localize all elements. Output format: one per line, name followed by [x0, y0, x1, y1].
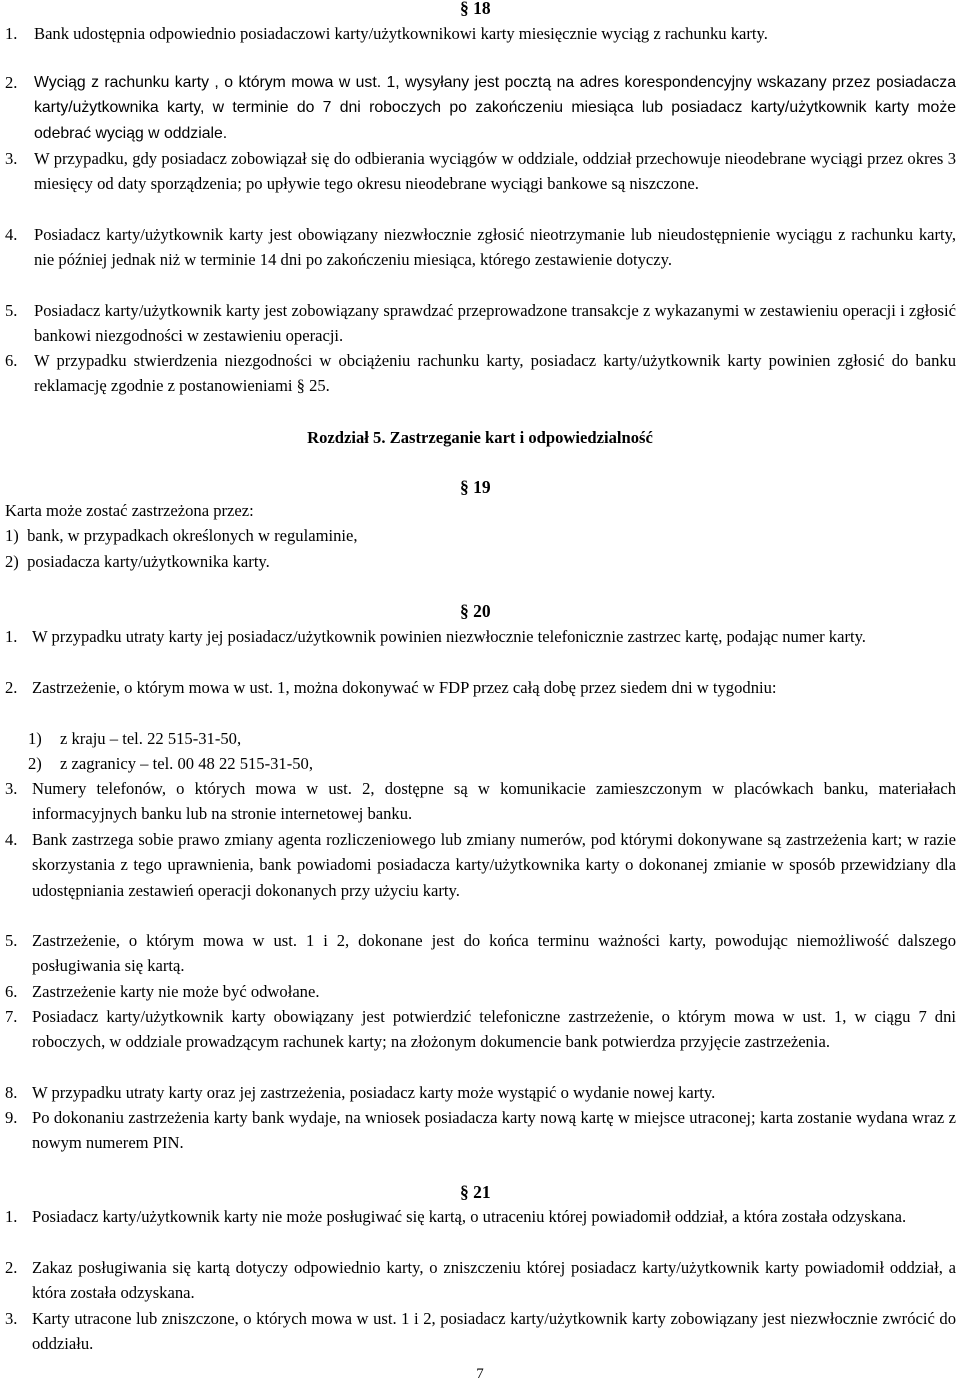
item-text: z kraju – tel. 22 515-31-50,	[60, 729, 242, 748]
sec18-item-5	[5, 298, 956, 349]
item-text: posiadacza karty/użytkownika karty.	[27, 552, 270, 571]
sec18-item-2	[5, 70, 956, 146]
item-number: 1)	[5, 526, 19, 545]
item-text: Zastrzeżenie, o którym mowa w ust. 1 i 2, dokonane jest do końca terminu ważności karty, powodując niemożliwość dalszego posługiwania się kartą.	[32, 931, 956, 976]
page-number: 7	[476, 1366, 484, 1382]
item-number: 5.	[5, 931, 18, 950]
sec19-intro: Karta może zostać zastrzeżona przez:	[5, 501, 254, 520]
sec21-item-2	[5, 1255, 956, 1306]
section-20-heading: § 20	[460, 601, 491, 621]
sec20-item-3	[5, 776, 956, 827]
sec18-item-1	[5, 21, 956, 46]
sec20-item-4	[5, 827, 956, 903]
sec18-item-3	[5, 146, 956, 197]
sec19-item-1	[5, 523, 358, 548]
item-text: W przypadku utraty karty oraz jej zastrzeżenia, posiadacz karty może wystąpić o wydanie nowej karty.	[32, 1083, 716, 1102]
item-number: 3.	[5, 779, 18, 798]
item-text: Zastrzeżenie, o którym mowa w ust. 1, można dokonywać w FDP przez całą dobę przez siedem dni w tygodniu:	[32, 678, 777, 697]
item-number: 1.	[5, 1207, 18, 1226]
item-number: 4.	[5, 225, 18, 244]
item-number: 2.	[5, 678, 18, 697]
item-number: 6.	[5, 351, 18, 370]
item-number: 5.	[5, 301, 18, 320]
item-number: 2.	[5, 1258, 18, 1277]
item-text: Wyciąg z rachunku karty , o którym mowa w ust. 1, wysyłany jest pocztą na adres korespondencyjny wskazany przez posiadacza karty/użytkownika karty, w terminie do 7 dni roboczych po zakończeniu miesiąca lub posiadacz karty/użytkownik karty może odebrać wyciąg w oddziale.	[34, 74, 956, 142]
sec20-item-8	[5, 1080, 956, 1105]
item-text: W przypadku, gdy posiadacz zobowiązał się do odbierania wyciągów w oddziale, oddział przechowuje nieodebrane wyciągi przez okres 3 miesięcy od daty sporządzenia; po upływie tego okresu nieodebrane wyciągi bankowe są niszczone.	[34, 149, 956, 194]
item-text: Posiadacz karty/użytkownik karty jest zobowiązany sprawdzać przeprowadzone transakcje z wykazanymi w zestawieniu operacji i zgłosić bankowi niezgodności w zestawieniu operacji.	[34, 301, 956, 346]
item-number: 2)	[5, 552, 19, 571]
item-number: 1.	[5, 24, 18, 43]
sec18-item-6	[5, 348, 956, 399]
item-text: Bank zastrzega sobie prawo zmiany agenta rozliczeniowego lub zmiany numerów, pod którymi dokonywane są zastrzeżenia kart; w razie skorzystania z tego uprawnienia, bank powiadomi posiadacza karty/użytkownika karty o dokonanej zmianie w sposób przewidziany dla udostępniania zestawień operacji dokonanych przy użyciu karty.	[32, 830, 956, 900]
item-text: W przypadku stwierdzenia niezgodności w obciążeniu rachunku karty, posiadacz karty/użytkownik karty powinien zgłosić do banku reklamację zgodnie z postanowieniami § 25.	[34, 351, 956, 396]
item-number: 4.	[5, 830, 18, 849]
item-number: 7.	[5, 1007, 18, 1026]
sec20-item-2	[5, 675, 956, 700]
item-number: 2.	[5, 73, 18, 92]
sec18-item-4	[5, 222, 956, 273]
sec20-item-1	[5, 624, 956, 649]
item-text: Numery telefonów, o których mowa w ust. 2, dostępne są w komunikacie zamieszczonym w placówkach banku, materiałach informacyjnych banku lub na stronie internetowej banku.	[32, 779, 956, 824]
item-text: Zastrzeżenie karty nie może być odwołane.	[32, 982, 320, 1001]
item-text: Po dokonaniu zastrzeżenia karty bank wydaje, na wniosek posiadacza karty nową kartę w miejsce utraconej; karta zostanie wydana wraz z nowym numerem PIN.	[32, 1108, 956, 1153]
item-number: 3.	[5, 149, 18, 168]
item-text: bank, w przypadkach określonych w regulaminie,	[27, 526, 358, 545]
item-text: Karty utracone lub zniszczone, o których mowa w ust. 1 i 2, posiadacz karty/użytkownik karty zobowiązany jest niezwłocznie zwrócić do oddziału.	[32, 1309, 956, 1354]
sec21-item-3	[5, 1306, 956, 1357]
item-number: 3.	[5, 1309, 18, 1328]
item-number: 1)	[28, 729, 42, 748]
phone-domestic	[28, 726, 241, 751]
sec20-item-5	[5, 928, 956, 979]
sec19-item-2	[5, 549, 270, 574]
item-text: Bank udostępnia odpowiednio posiadaczowi karty/użytkownikowi karty miesięcznie wyciąg z rachunku karty.	[34, 24, 768, 43]
section-21-heading: § 21	[460, 1182, 491, 1202]
item-number: 6.	[5, 982, 18, 1001]
section-19-heading: § 19	[460, 477, 491, 497]
item-text: Posiadacz karty/użytkownik karty nie może posługiwać się kartą, o utraceniu której powiadomił oddział, a która została odzyskana.	[32, 1207, 907, 1226]
item-text: Posiadacz karty/użytkownik karty obowiązany jest potwierdzić telefoniczne zastrzeżenie, o którym mowa w ust. 1, w ciągu 7 dni roboczych, w oddziale prowadzącym rachunek karty; na złożonym dokumencie bank potwierdza przyjęcie zastrzeżenia.	[32, 1007, 956, 1052]
item-text: Posiadacz karty/użytkownik karty jest obowiązany niezwłocznie zgłosić nieotrzymanie lub nieudostępnienie wyciągu z rachunku karty, nie później jednak niż w terminie 14 dni po zakończeniu miesiąca, którego zestawienie dotyczy.	[34, 225, 956, 270]
item-number: 1.	[5, 627, 18, 646]
item-number: 8.	[5, 1083, 18, 1102]
sec20-item-6	[5, 979, 956, 1004]
phone-abroad	[28, 751, 313, 776]
sec20-item-9	[5, 1105, 956, 1156]
sec20-item-7	[5, 1004, 956, 1055]
item-text: W przypadku utraty karty jej posiadacz/użytkownik powinien niezwłocznie telefonicznie zastrzec kartę, podając numer karty.	[32, 627, 866, 646]
sec21-item-1	[5, 1204, 956, 1229]
item-text: z zagranicy – tel. 00 48 22 515-31-50,	[60, 754, 313, 773]
chapter-title: Rozdział 5. Zastrzeganie kart i odpowiedzialność	[307, 428, 653, 447]
item-number: 2)	[28, 754, 42, 773]
section-18-heading: § 18	[460, 0, 491, 18]
item-text: Zakaz posługiwania się kartą dotyczy odpowiednio karty, o zniszczeniu której posiadacz karty/użytkownik karty powiadomił oddział, a która została odzyskana.	[32, 1258, 956, 1303]
item-number: 9.	[5, 1108, 18, 1127]
